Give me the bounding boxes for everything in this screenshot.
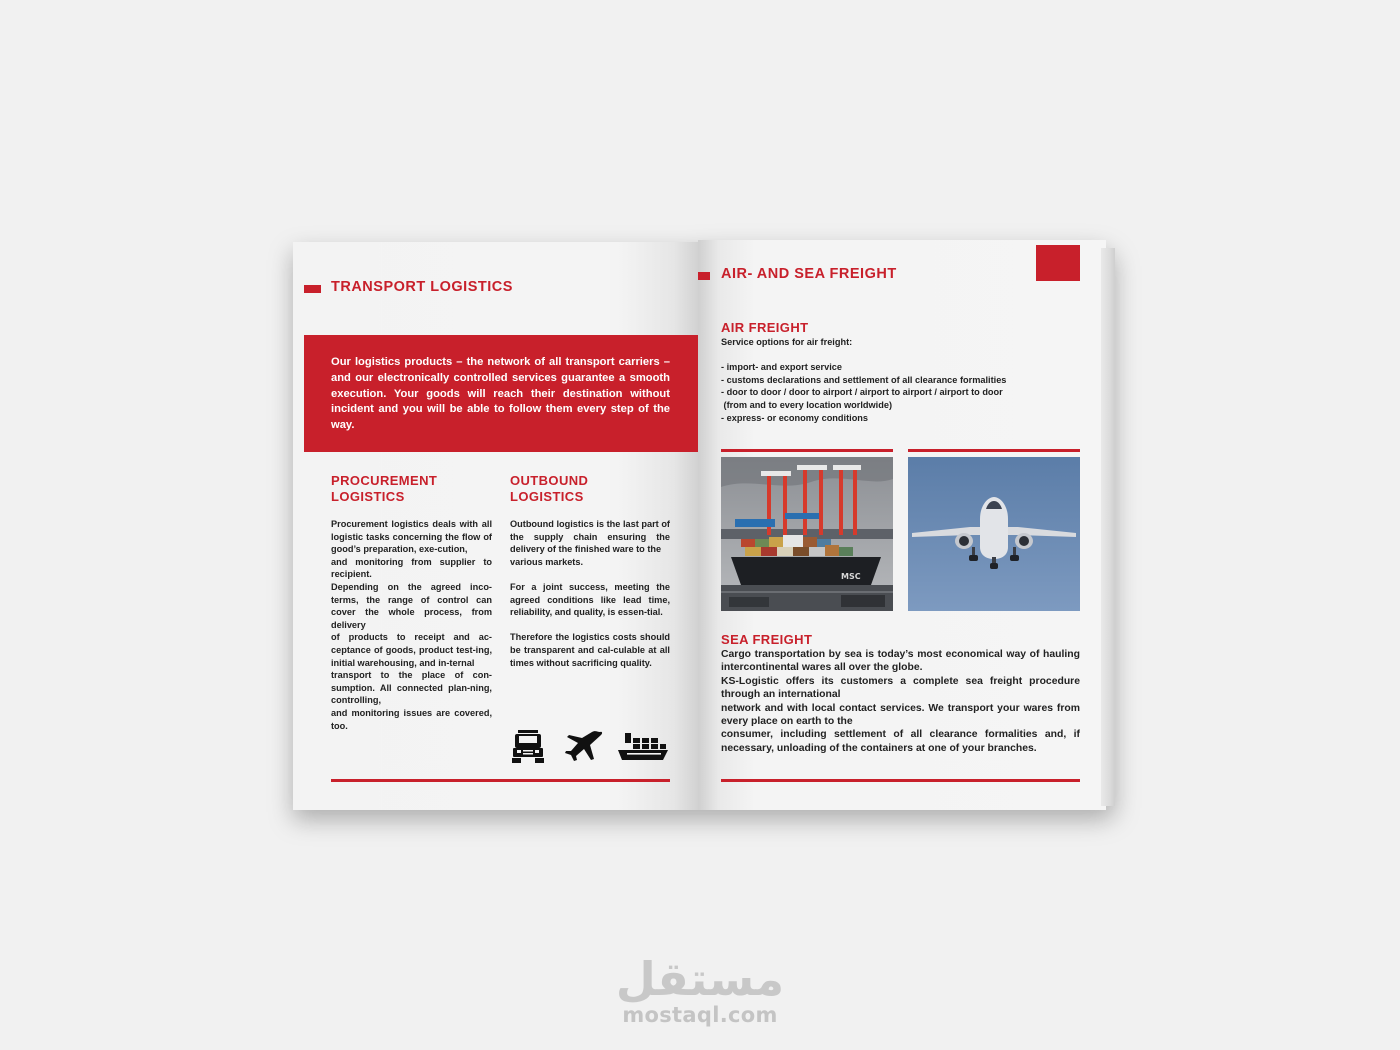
outbound-body: [510, 518, 670, 669]
procurement-heading: [331, 473, 437, 505]
left-page-title: TRANSPORT LOGISTICS: [331, 279, 513, 295]
air-freight-item: - door to door / door to airport / airport to airport / airport to door: [721, 387, 1003, 398]
outbound-p1: Outbound logistics is the last part of the supply chain ensuring the delivery of the finished ware to the: [510, 519, 670, 555]
procurement-p4: of products to receipt and ac-ceptance of goods, product test-ing, initial warehousing, and in-ternal: [331, 632, 492, 668]
procurement-heading-line1: PROCUREMENT: [331, 473, 438, 488]
outbound-heading-line1: OUTBOUND: [510, 473, 589, 488]
sea-freight-line2: KS-Logistic offers its customers a complete sea freight procedure through an international: [721, 675, 1080, 701]
procurement-p6: and monitoring issues are covered, too.: [331, 707, 492, 731]
outbound-p4: Therefore the logistics costs should be transparent and cal-culable at all times without sacrificing quality.: [510, 632, 670, 668]
left-page: [293, 242, 698, 810]
photo-rule-right: [908, 449, 1080, 452]
procurement-p2: and monitoring from supplier to recipient.: [331, 556, 492, 580]
sea-freight-body: [721, 648, 1080, 755]
right-page-title: AIR- AND SEA FREIGHT: [721, 266, 897, 282]
container-ship-illustration: [721, 457, 893, 611]
right-bottom-rule: [721, 779, 1080, 782]
truck-icon: [511, 729, 545, 765]
outbound-heading: [510, 473, 588, 505]
title-marker-right: [698, 272, 710, 280]
procurement-p1: Procurement logistics deals with all logistic tasks concerning the flow of good’s preparation, exe-cution,: [331, 519, 492, 555]
air-freight-body: [721, 336, 1091, 424]
air-freight-item: - import- and export service: [721, 362, 842, 373]
air-freight-heading: AIR FREIGHT: [721, 320, 809, 335]
corner-square: [1036, 245, 1080, 281]
photo-rule-left: [721, 449, 893, 452]
ship-hull-label: MSC: [841, 572, 861, 581]
outbound-heading-line2: LOGISTICS: [510, 489, 584, 504]
sea-freight-line1: Cargo transportation by sea is today’s most economical way of hauling intercontinental wares all over the globe.: [721, 649, 1080, 674]
outbound-p2: various markets.: [510, 556, 584, 567]
air-freight-lead: Service options for air freight:: [721, 337, 853, 347]
title-marker: [304, 285, 321, 293]
air-freight-item: (from and to every location worldwide): [721, 399, 893, 410]
intro-box: [304, 335, 698, 452]
container-ship-photo: [721, 457, 893, 611]
watermark-arabic-text: مستقل: [615, 952, 785, 1006]
procurement-p5: transport to the place of con-sumption. All connected plan-ning, controlling,: [331, 670, 492, 706]
right-page: [698, 240, 1106, 810]
air-freight-item: - express- or economy conditions: [721, 412, 869, 423]
procurement-p3: Depending on the agreed inco-terms, the range of control can cover the whole process, from delivery: [331, 581, 492, 630]
outbound-p3: For a joint success, meeting the agreed conditions like lead time, reliability, and quality, is essen-tial.: [510, 581, 670, 618]
sea-freight-line4: consumer, including settlement of all clearance formalities and, if necessary, unloading of the containers at one of your branches.: [721, 729, 1080, 754]
airplane-photo: [908, 457, 1080, 611]
brochure: [293, 240, 1117, 812]
mostaql-logo-arabic: [612, 951, 788, 1007]
page-edge: [1101, 248, 1115, 806]
mostaql-logo-latin: mostaql.com: [622, 1003, 778, 1027]
procurement-heading-line2: LOGISTICS: [331, 489, 405, 504]
sea-freight-heading: SEA FREIGHT: [721, 632, 813, 647]
left-bottom-rule: [331, 779, 670, 782]
ship-icon: [617, 729, 669, 763]
sea-freight-line3: network and with local contact services. We transport your wares from every place on earth to the: [721, 702, 1080, 728]
transport-icons: [511, 729, 671, 765]
procurement-body: [331, 518, 492, 732]
airplane-illustration: [908, 457, 1080, 611]
air-freight-item: - customs declarations and settlement of all clearance formalities: [721, 374, 1007, 385]
airplane-icon: [561, 729, 603, 761]
intro-text: Our logistics products – the network of all transport carriers – and our electronically controlled services guarantee a smooth execution. Your goods will reach their destination without incident and you will be able to follow them every step of the way.: [331, 356, 670, 432]
